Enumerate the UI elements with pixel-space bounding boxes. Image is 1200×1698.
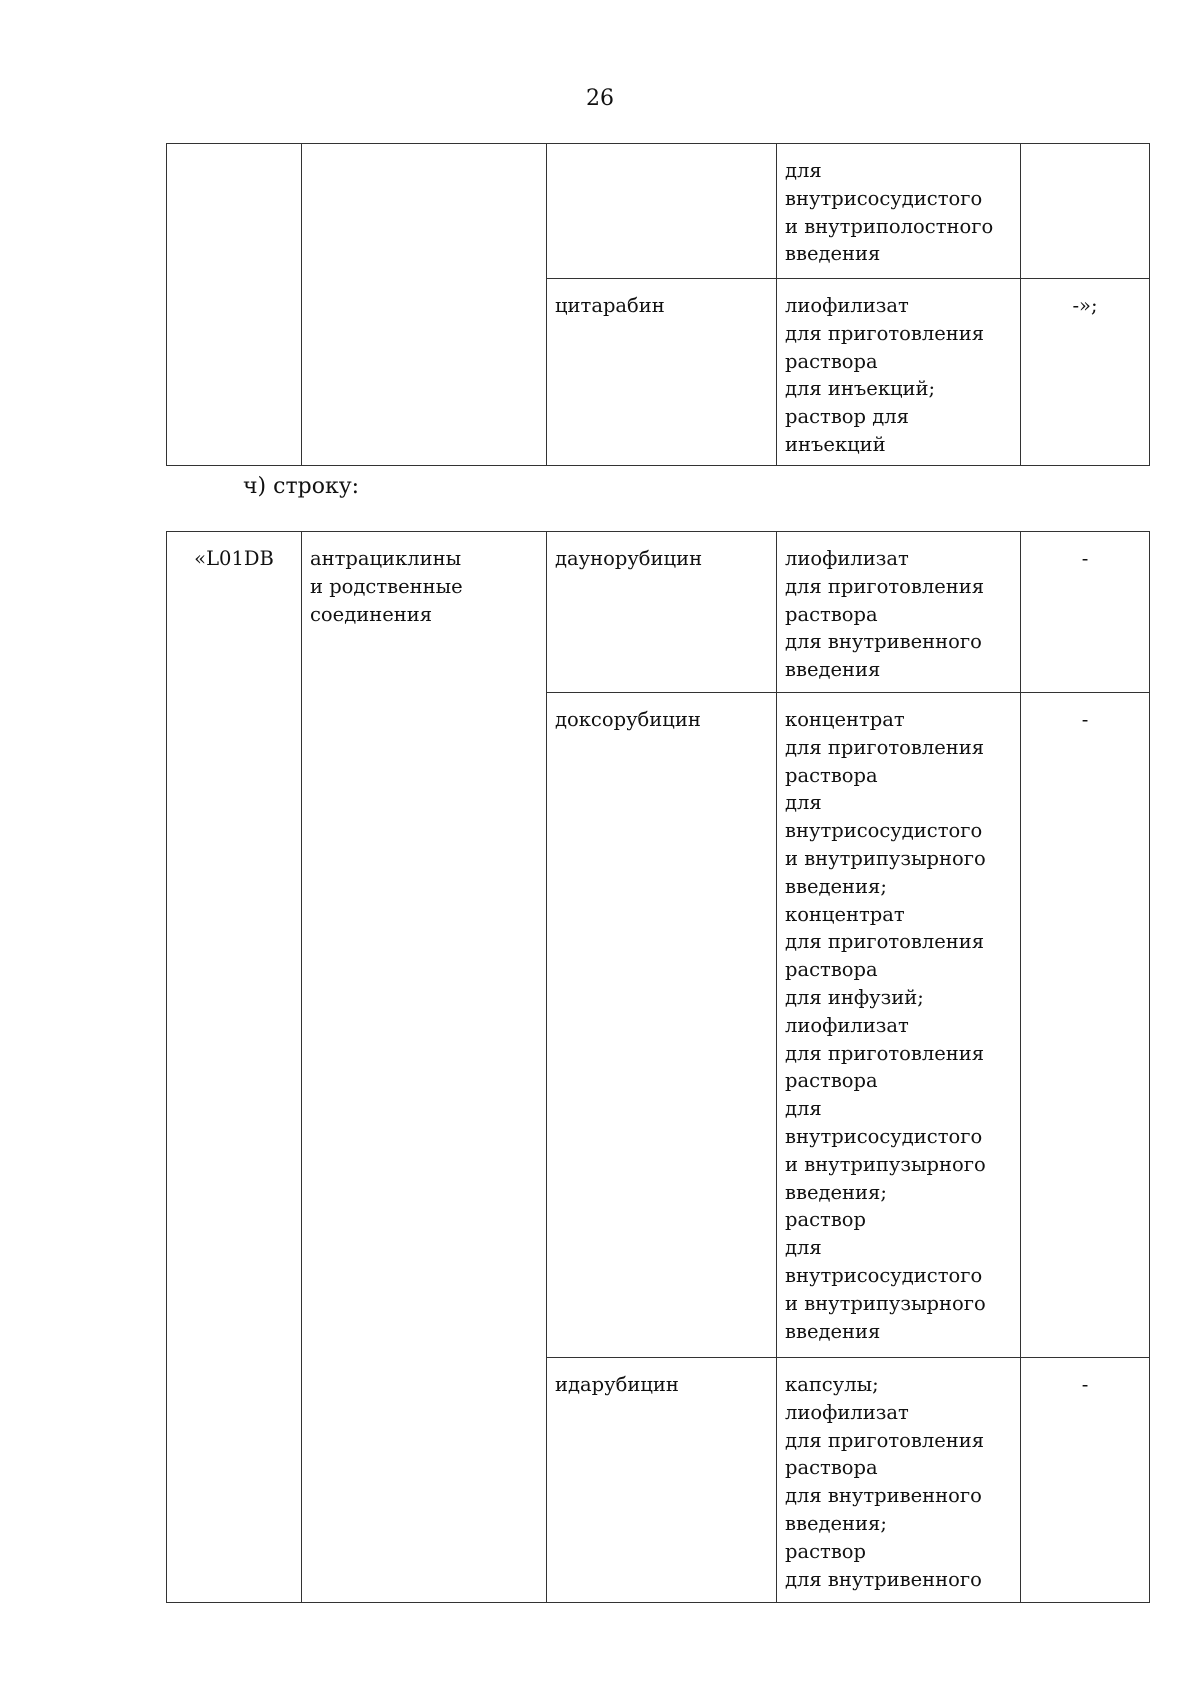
atc-code-cell [167, 144, 302, 466]
dosage-form-cell: капсулы; лиофилизат для приготовления раствора для внутривенного введения; раствор для внутривенного [777, 1358, 1021, 1603]
note-cell: -»; [1021, 279, 1150, 466]
note-cell: - [1021, 532, 1150, 693]
drug-name-cell: даунорубицин [547, 532, 777, 693]
atc-code-cell: «L01DB [167, 532, 302, 1603]
atc-group-cell [302, 144, 547, 466]
dosage-form-cell: для внутрисосудистого и внутриполостного введения [777, 144, 1021, 279]
note-cell: - [1021, 693, 1150, 1358]
dosage-form-cell: лиофилизат для приготовления раствора для инъекций; раствор для инъекций [777, 279, 1021, 466]
drug-name-cell [547, 144, 777, 279]
section-label: ч) строку: [243, 474, 360, 499]
drug-table-continuation [166, 143, 1150, 466]
drug-table-anthracyclines [166, 531, 1150, 1603]
drug-name-cell: цитарабин [547, 279, 777, 466]
page-number: 26 [586, 86, 614, 111]
dosage-form-cell: лиофилизат для приготовления раствора для внутривенного введения [777, 532, 1021, 693]
table-row [167, 532, 1150, 693]
table-row [167, 144, 1150, 279]
atc-group-cell: антрациклины и родственные соединения [302, 532, 547, 1603]
note-cell: - [1021, 1358, 1150, 1603]
drug-name-cell: доксорубицин [547, 693, 777, 1358]
dosage-form-cell: концентрат для приготовления раствора для внутрисосудистого и внутрипузырного введения; концентрат для приготовления раствора для инфузий; лиофилизат для приготовления раствора для внутрисосудистого и внутрипузырного введения; раствор для внутрисосудистого и внутрипузырного введения [777, 693, 1021, 1358]
drug-name-cell: идарубицин [547, 1358, 777, 1603]
note-cell [1021, 144, 1150, 279]
